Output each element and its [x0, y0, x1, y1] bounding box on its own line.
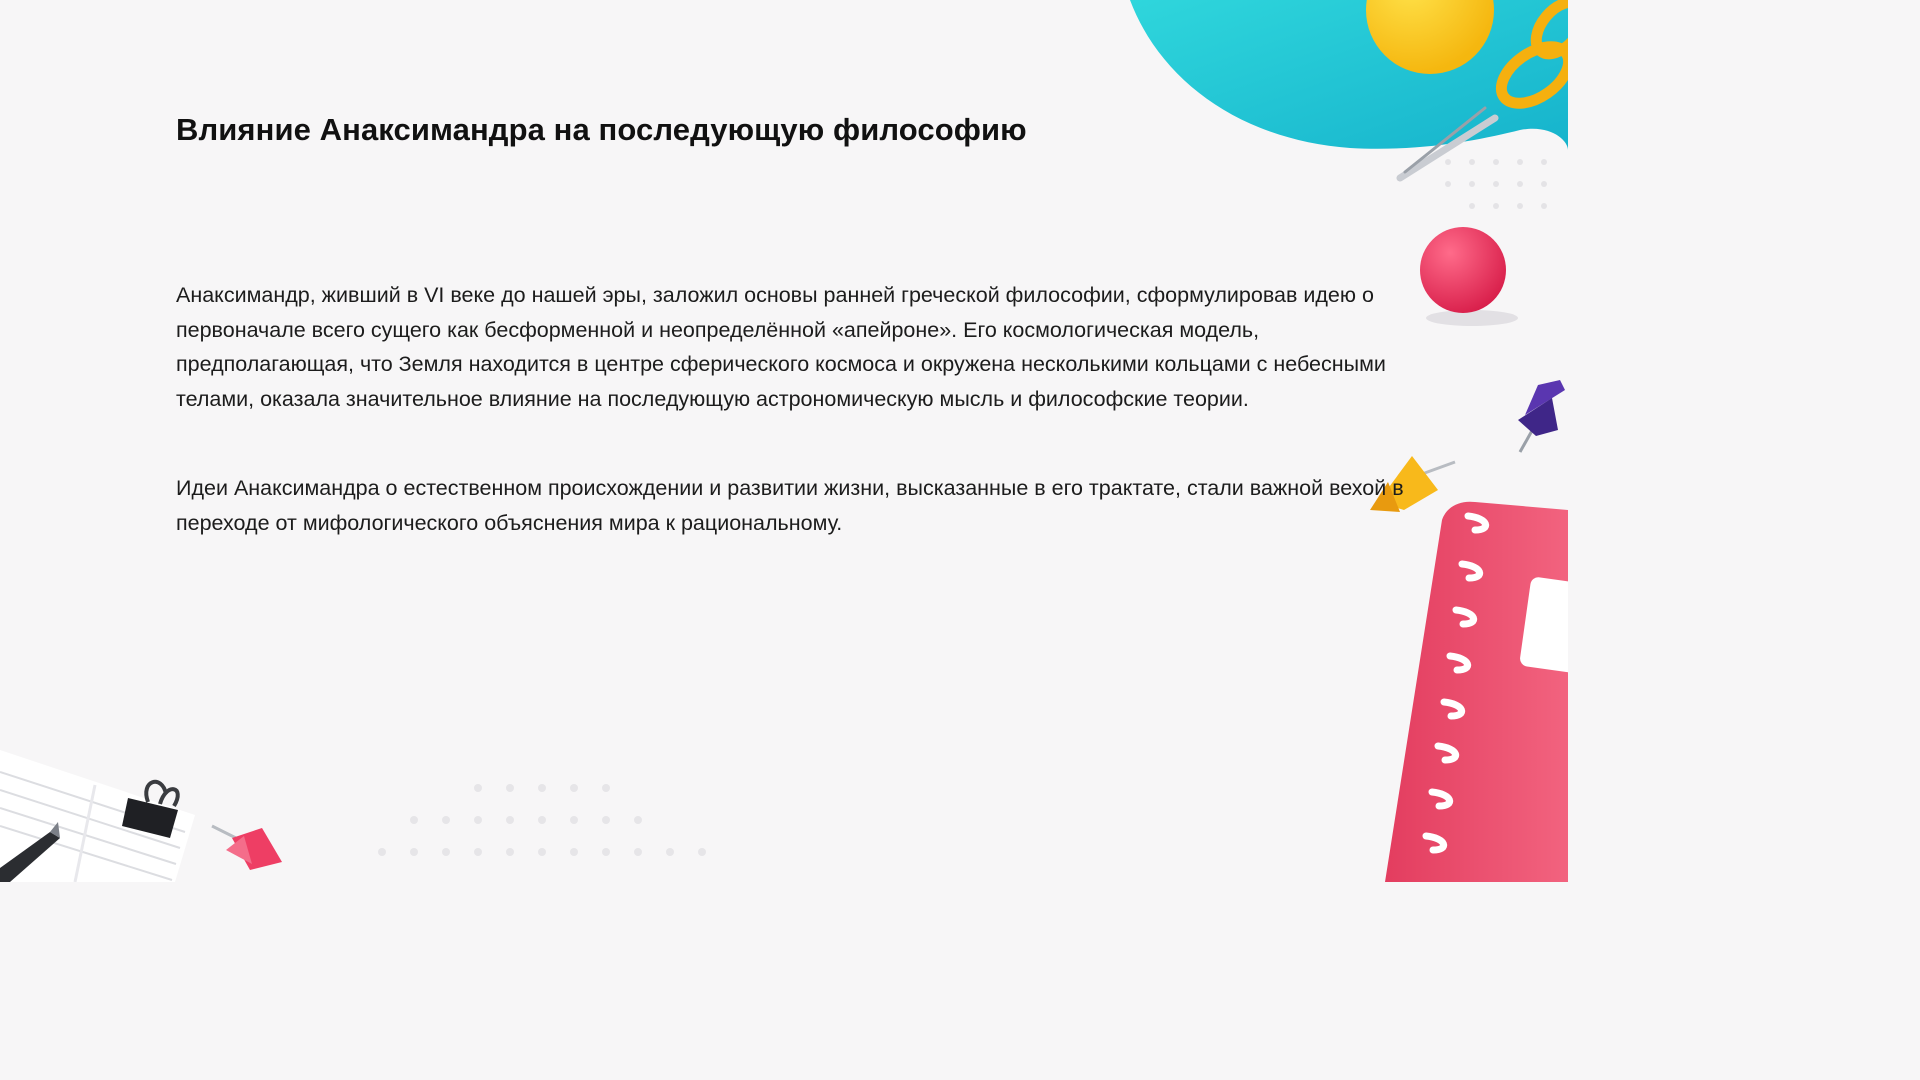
- slide-title: Влияние Анаксимандра на последующую философию: [176, 112, 1027, 147]
- bottom-left-decoration: [0, 740, 720, 882]
- purple-pushpin-icon: [1518, 380, 1565, 452]
- body-paragraph: Анаксимандр, живший в VI веке до нашей эры, заложил основы ранней греческой философии, сформулировав идею о первоначале всего сущего как бесформенной и неопределённой «апейроне». Его космологическая модель, предполагающая, что Земля находится в центре сферического космоса и окружена несколькими кольцами с небесными телами, оказала значительное влияние на последующую астрономическую мысль и философские теории.: [176, 283, 1386, 411]
- body-paragraph: Идеи Анаксимандра о естественном происхождении и развитии жизни, высказанные в его трактате, стали важной вехой в переходе от мифологического объяснения мира к рациональному.: [176, 476, 1404, 535]
- dot-grid-pattern: [1445, 159, 1547, 209]
- top-right-decoration: [1120, 0, 1568, 230]
- spiral-notebook-icon: [1385, 502, 1568, 882]
- dot-grid-pattern: [378, 784, 706, 856]
- pink-pushpin-icon: [212, 826, 282, 870]
- slide-body: [176, 278, 1431, 540]
- red-ball-icon: [1420, 227, 1506, 313]
